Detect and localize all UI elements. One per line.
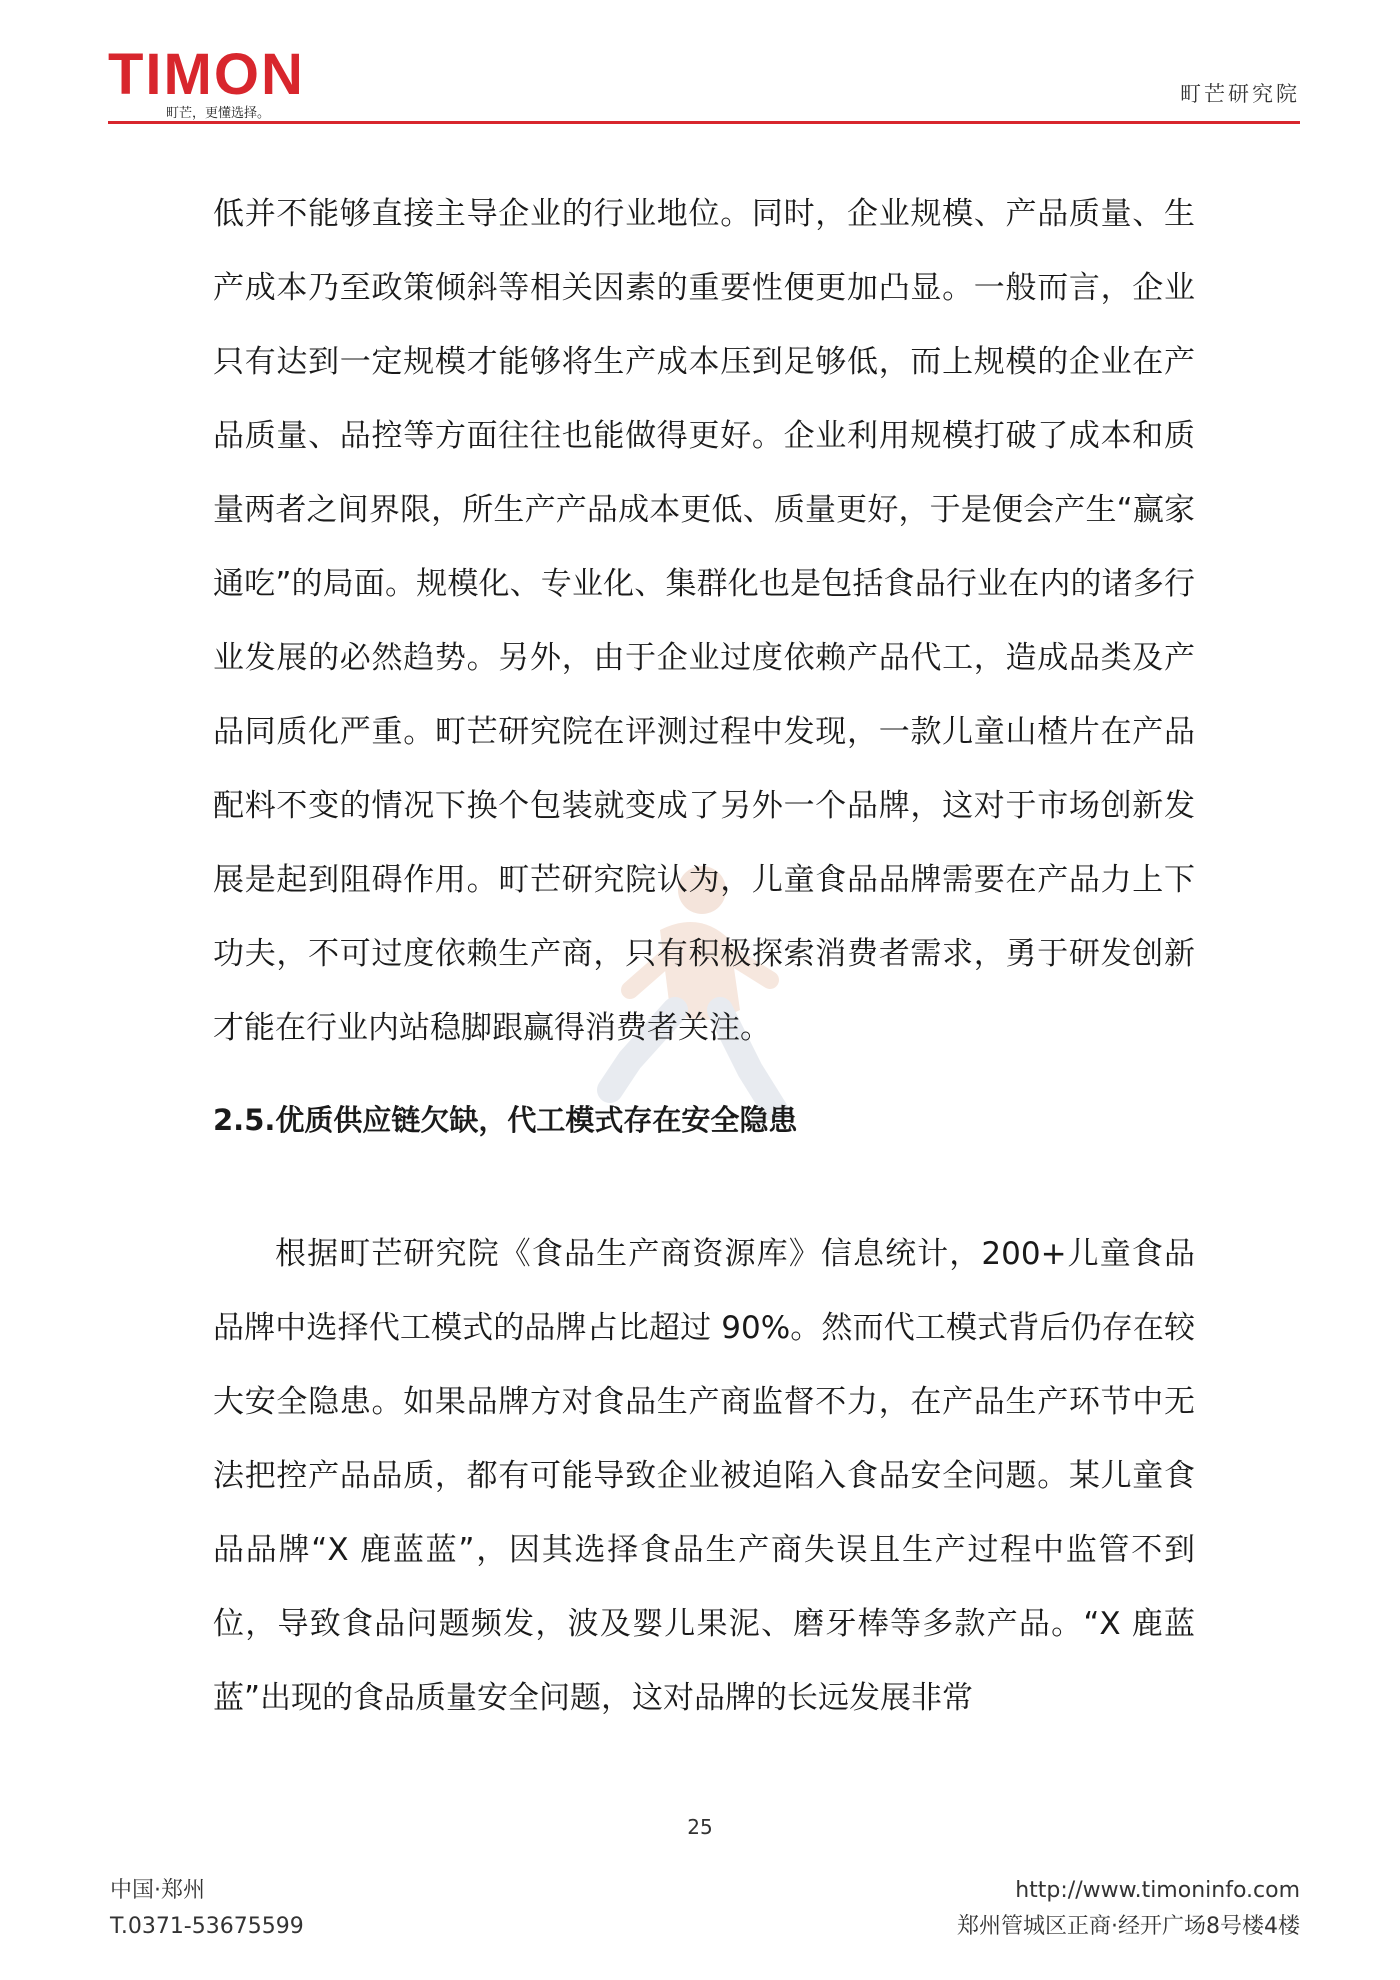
section-heading: 2.5.优质供应链欠缺，代工模式存在安全隐患 — [213, 1103, 798, 1137]
footer-left — [110, 1873, 304, 1945]
body-paragraph-2: 根据町芒研究院《食品生产商资源库》信息统计，200+儿童食品品牌中选择代工模式的品牌占比超过 90%。然而代工模式背后仍存在较大安全隐患。如果品牌方对食品生产商监督不力，在产品生产环节中无法把控产品品质，都有可能导致企业被迫陷入食品安全问题。某儿童食品品牌“X 鹿蓝蓝”，因其选择食品生产商失误且生产过程中监管不到位，导致食品问题频发，波及婴儿果泥、磨牙棒等多款产品。“X 鹿蓝蓝”出现的食品质量安全问题，这对品牌的长远发展非常 — [213, 1236, 1195, 1716]
timon-logo — [108, 40, 318, 120]
page-number: 25 — [687, 1815, 713, 1839]
header-institute-name: 町芒研究院 — [1180, 82, 1300, 106]
footer-right — [957, 1873, 1300, 1945]
logo-slogan: 町芒，更懂选择。 — [166, 106, 271, 121]
logo-wordmark: TIMON — [108, 42, 305, 107]
header-divider — [108, 121, 1300, 124]
footer-location: 中国·郑州 — [110, 1878, 205, 1903]
footer-website-link[interactable]: http://www.timoninfo.com — [1015, 1878, 1300, 1903]
body-paragraph-1: 低并不能够直接主导企业的行业地位。同时，企业规模、产品质量、生产成本乃至政策倾斜等相关因素的重要性便更加凸显。一般而言，企业只有达到一定规模才能够将生产成本压到足够低，而上规模的企业在产品质量、品控等方面往往也能做得更好。企业利用规模打破了成本和质量两者之间界限，所生产产品成本更低、质量更好，于是便会产生“赢家通吃”的局面。规模化、专业化、集群化也是包括食品行业在内的诸多行业发展的必然趋势。另外，由于企业过度依赖产品代工，造成品类及产品同质化严重。町芒研究院在评测过程中发现，一款儿童山楂片在产品配料不变的情况下换个包装就变成了另外一个品牌，这对于市场创新发展是起到阻碍作用。町芒研究院认为，儿童食品品牌需要在产品力上下功夫，不可过度依赖生产商，只有积极探索消费者需求，勇于研发创新才能在行业内站稳脚跟赢得消费者关注。 — [213, 196, 1195, 1046]
footer-address: 郑州管城区正商·经开广场8号楼4楼 — [957, 1914, 1300, 1939]
footer-phone: T.0371-53675599 — [110, 1914, 304, 1939]
document-body — [213, 177, 1195, 1735]
